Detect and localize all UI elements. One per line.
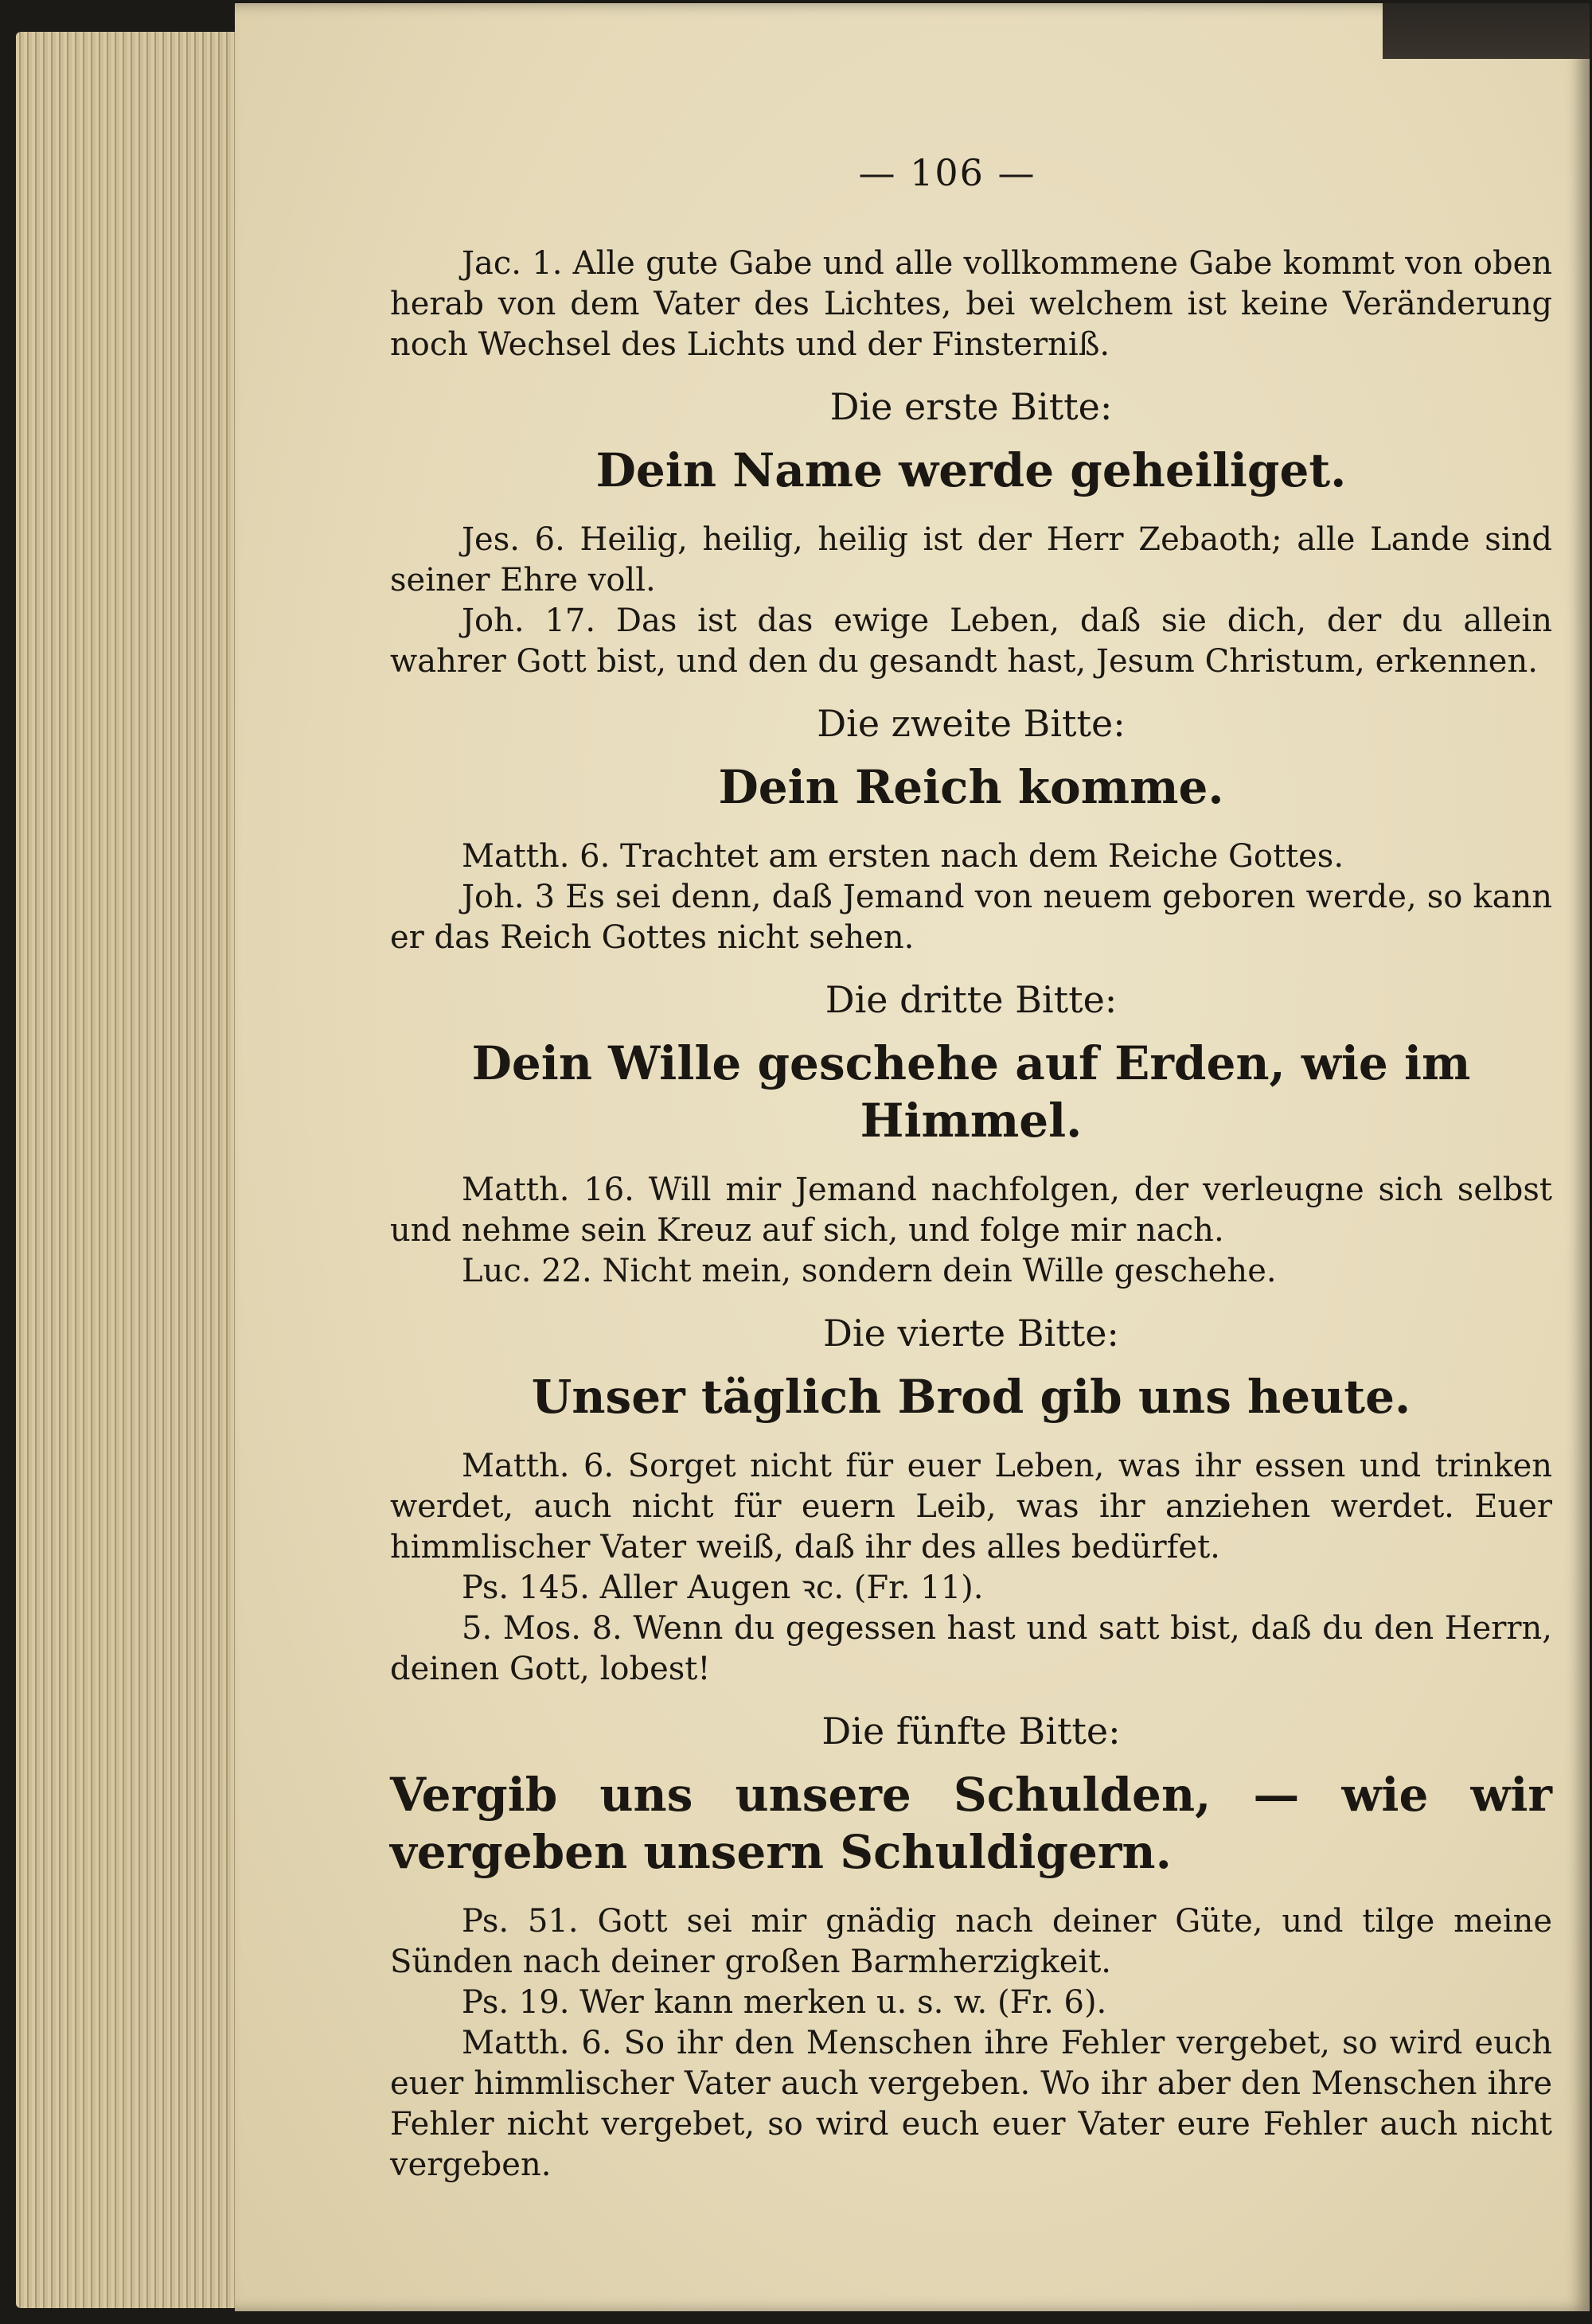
- verse-ps-145: Ps. 145. Aller Augen ꝛc. (Fr. 11).: [462, 1569, 984, 1606]
- petition-title-3: Die dritte Bitte:: [825, 978, 1118, 1021]
- verse-matth-6a: Matth. 6. Trachtet am ersten nach dem Reiche Gottes.: [462, 838, 1344, 875]
- background-corner: [1383, 3, 1590, 59]
- verse-jes-6: Jes. 6. Heilig, heilig, heilig ist der Herr Zebaoth; alle Lande sind seiner Ehre voll.: [390, 521, 1552, 599]
- verse-luc-22: Luc. 22. Nicht mein, sondern dein Wille geschehe.: [462, 1253, 1277, 1289]
- verse-ps-51: Ps. 51. Gott sei mir gnädig nach deiner Güte, und tilge meine Sünden nach deiner großen Barmherzigkeit.: [390, 1903, 1552, 1980]
- page-edges: [16, 32, 255, 2308]
- verse-matth-6b: Matth. 6. Sorget nicht für euer Leben, was ihr essen und trinken werdet, auch nicht für euern Leib, was ihr anziehen werdet. Euer himmlischer Vater weiß, daß ihr des alles bedürfet.: [390, 1448, 1552, 1566]
- petition-text-1: Dein Name werde geheiliget.: [595, 443, 1347, 497]
- petition-text-5: Vergib uns unsere Schulden, — wie wir vergeben unsern Schuldigern.: [390, 1768, 1552, 1879]
- page-number: — 106 —: [858, 151, 1036, 194]
- petition-text-3: Dein Wille geschehe auf Erden, wie im Himmel.: [471, 1036, 1471, 1148]
- verse-joh-3: Joh. 3 Es sei denn, daß Jemand von neuem geboren werde, so kann er das Reich Gottes nicht sehen.: [390, 879, 1552, 956]
- petition-text-2: Dein Reich komme.: [718, 760, 1224, 814]
- page-text: [390, 151, 1552, 2186]
- verse-matth-6c: Matth. 6. So ihr den Menschen ihre Fehler vergebet, so wird euch euer himmlischer Vater auch vergeben. Wo ihr aber den Menschen ihre Fehler nicht vergebet, so wird euch euer Vater eure Fehler auch nicht vergeben.: [390, 2025, 1552, 2183]
- verse-matth-16: Matth. 16. Will mir Jemand nachfolgen, der verleugne sich selbst und nehme sein Kreuz auf sich, und folge mir nach.: [390, 1172, 1552, 1249]
- petition-title-4: Die vierte Bitte:: [823, 1312, 1119, 1355]
- verse-joh-17: Joh. 17. Das ist das ewige Leben, daß sie dich, der du allein wahrer Gott bist, und den du gesandt hast, Jesum Christum, erkennen.: [390, 602, 1552, 680]
- petition-title-5: Die fünfte Bitte:: [821, 1710, 1121, 1753]
- verse-ps-19: Ps. 19. Wer kann merken u. s. w. (Fr. 6).: [462, 1984, 1107, 2021]
- petition-text-4: Unser täglich Brod gib uns heute.: [531, 1370, 1411, 1424]
- petition-title-2: Die zweite Bitte:: [817, 702, 1126, 745]
- verse-jac-1: Jac. 1. Alle gute Gabe und alle vollkommene Gabe kommt von oben herab von dem Vater des Lichtes, bei welchem ist keine Veränderung noch Wechsel des Lichts und der Finsterniß.: [390, 245, 1552, 363]
- verse-5-mos-8: 5. Mos. 8. Wenn du gegessen hast und satt bist, daß du den Herrn, deinen Gott, lobest!: [390, 1610, 1552, 1687]
- petition-title-1: Die erste Bitte:: [829, 385, 1113, 428]
